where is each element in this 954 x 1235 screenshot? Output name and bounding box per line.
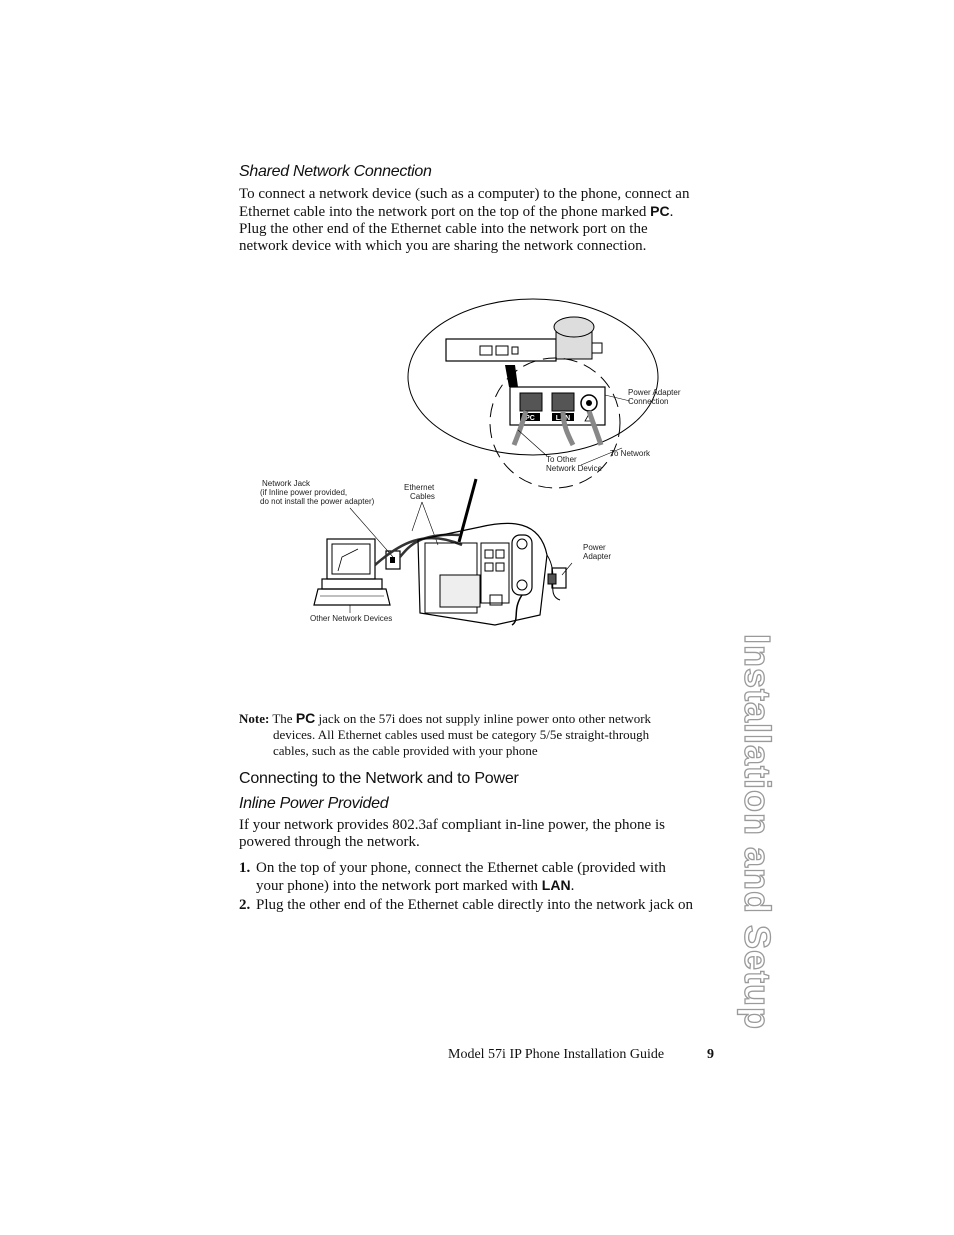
power-adapter-label-1: Power xyxy=(583,543,606,552)
network-connection-diagram xyxy=(250,295,710,635)
power-adapter-icon xyxy=(548,568,566,588)
power-adapter-connection-label-2: Connection xyxy=(628,397,669,406)
step-2: 2. Plug the other end of the Ethernet cable directly into the network jack on xyxy=(239,897,693,913)
ethernet-cables-label-2: Cables xyxy=(410,492,435,501)
note-label: Note: xyxy=(239,711,270,726)
note-block: Note: The PC jack on the 57i does not supply inline power onto other network devices. All Ethernet cables used must be category 5/5e straight-through cables, such as the cable provided with your phone xyxy=(239,710,652,758)
port-lan-label: LAN xyxy=(555,415,571,422)
to-other-label-1: To Other xyxy=(546,455,577,464)
shared-network-paragraph: To connect a network device (such as a computer) to the phone, connect an Ethernet cable into the network port on the top of the phone marked PC. Plug the other end of the Ethernet cable into the network port on the network device with which you are sharing the network connection. xyxy=(239,186,690,254)
step-1: 1. On the top of your phone, connect the Ethernet cable (provided with your phone) into the network port marked with LAN. xyxy=(239,860,666,894)
port-pc-label: PC xyxy=(525,415,535,422)
footer-title: Model 57i IP Phone Installation Guide xyxy=(448,1047,665,1062)
to-network-label: To Network xyxy=(610,449,651,458)
network-jack-label-1: Network Jack xyxy=(262,479,311,488)
section-heading-shared-network: Shared Network Connection xyxy=(239,163,432,180)
subheading-inline-power: Inline Power Provided xyxy=(239,795,389,812)
power-adapter-label-2: Adapter xyxy=(583,552,612,561)
cable-power xyxy=(589,411,601,445)
power-adapter-connection-label-1: Power Adapter xyxy=(628,388,681,397)
inline-power-paragraph: If your network provides 802.3af compliant in-line power, the phone is powered through the network. xyxy=(239,817,665,850)
zoom-ellipse xyxy=(408,299,658,455)
phone-top-view-icon xyxy=(446,317,602,361)
ethernet-cables-label-1: Ethernet xyxy=(404,483,435,492)
network-jack-label-2: (if Inline power provided, xyxy=(260,488,348,497)
callout-line xyxy=(459,479,476,542)
section-heading-connecting: Connecting to the Network and to Power xyxy=(239,770,519,787)
computer-icon xyxy=(314,539,390,605)
page-number: 9 xyxy=(707,1047,714,1062)
network-jack-label-3: do not install the power adapter) xyxy=(260,497,375,506)
to-other-label-2: Network Device xyxy=(546,464,603,473)
other-network-devices-label: Other Network Devices xyxy=(310,614,393,623)
side-tab-installation: Installation and Setup xyxy=(737,634,778,1031)
